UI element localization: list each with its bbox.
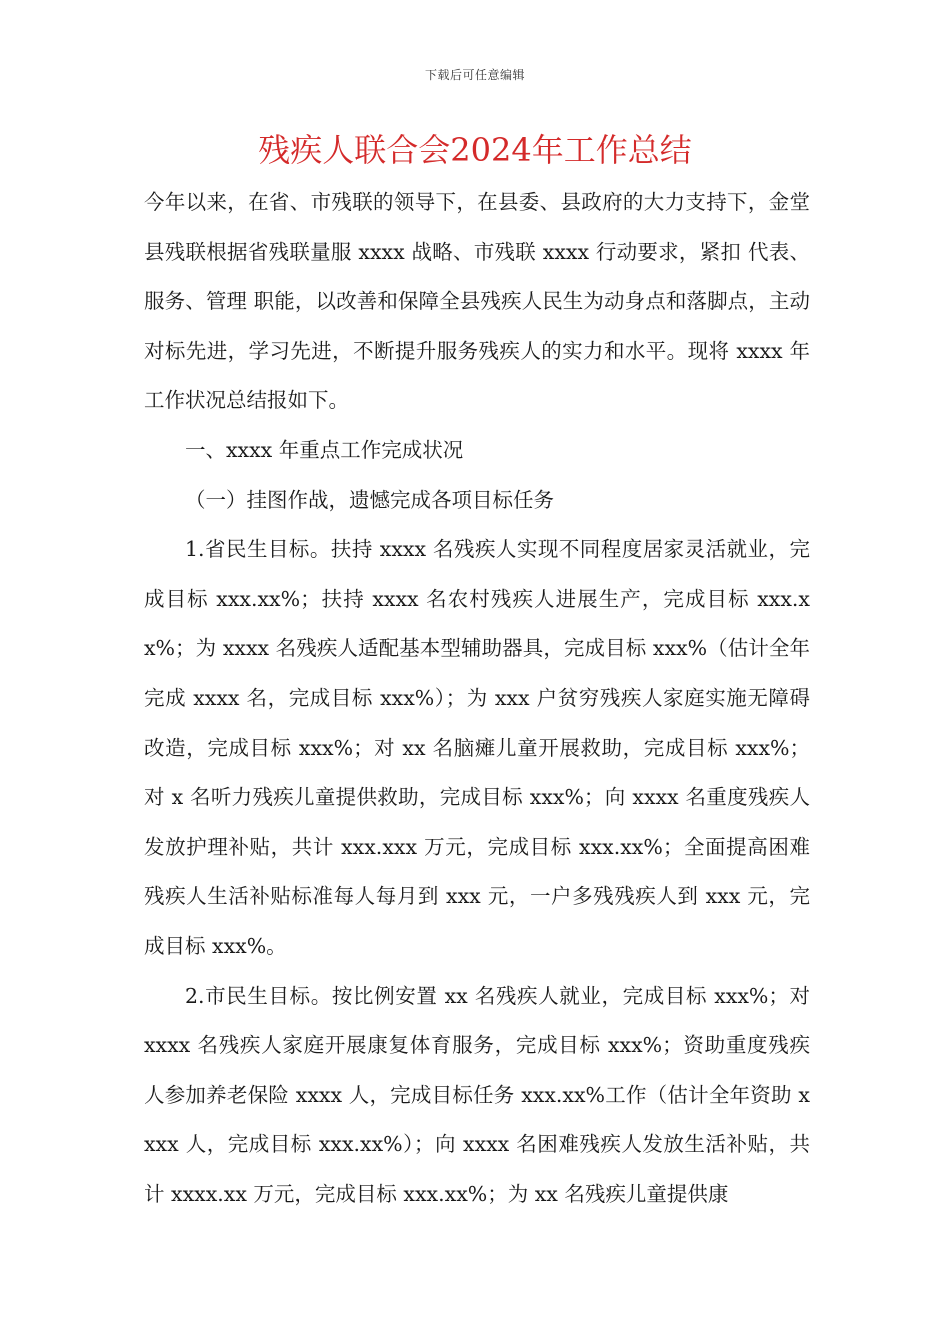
subsection-heading-1: （一）挂图作战，遗憾完成各项目标任务 — [185, 487, 554, 512]
header-note: 下载后可任意编辑 — [424, 68, 525, 82]
paragraph-intro: 今年以来，在省、市残联的领导下，在县委、县政府的大力支持下，金堂县残联根据省残联量服 xxxx 战略、市残联 xxxx 行动要求，紧扣 代表、服务、管理 职能，以改善和保障全县残疾人民生为动身点和落脚点，主动对标先进，学习先进，不断提升服务残疾人的实力和水平。现将 xxxx 年工作状况总结报如下。 — [144, 190, 810, 413]
paragraph-municipal-goals: 2.市民生目标。按比例安置 xx 名残疾人就业，完成目标 xxx%；对 xxxx 名残疾人家庭开展康复体育服务，完成目标 xxx%；资助重度残疾人参加养老保险 xxxx 人，完成目标任务 xxx.xx%工作（估计全年资助 xxxx 人，完成目标 xxx.xx%）；向 xxxx 名困难残疾人发放生活补贴，共计 xxxx.xx 万元，完成目标 xxx.xx%；为 xx 名残疾儿童提供康 — [144, 983, 810, 1206]
document-title: 残疾人联合会2024年工作总结 — [258, 131, 692, 169]
document-body — [144, 178, 810, 1219]
section-heading-1: 一、xxxx 年重点工作完成状况 — [185, 437, 464, 462]
paragraph-provincial-goals: 1.省民生目标。扶持 xxxx 名残疾人实现不同程度居家灵活就业，完成目标 xxx.xx%；扶持 xxxx 名农村残疾人进展生产，完成目标 xxx.xx%；为 xxxx 名残疾人适配基本型辅助器具，完成目标 xxx%（估计全年完成 xxxx 名，完成目标 xxx%）；为 xxx 户贫穷残疾人家庭实施无障碍改造，完成目标 xxx%；对 xx 名脑瘫儿童开展救助，完成目标 xxx%；对 x 名听力残疾儿童提供救助，完成目标 xxx%；向 xxxx 名重度残疾人发放护理补贴，共计 xxx.xxx 万元，完成目标 xxx.xx%；全面提高困难残疾人生活补贴标准每人每月到 xxx 元，一户多残残疾人到 xxx 元，完成目标 xxx%。 — [144, 537, 810, 958]
